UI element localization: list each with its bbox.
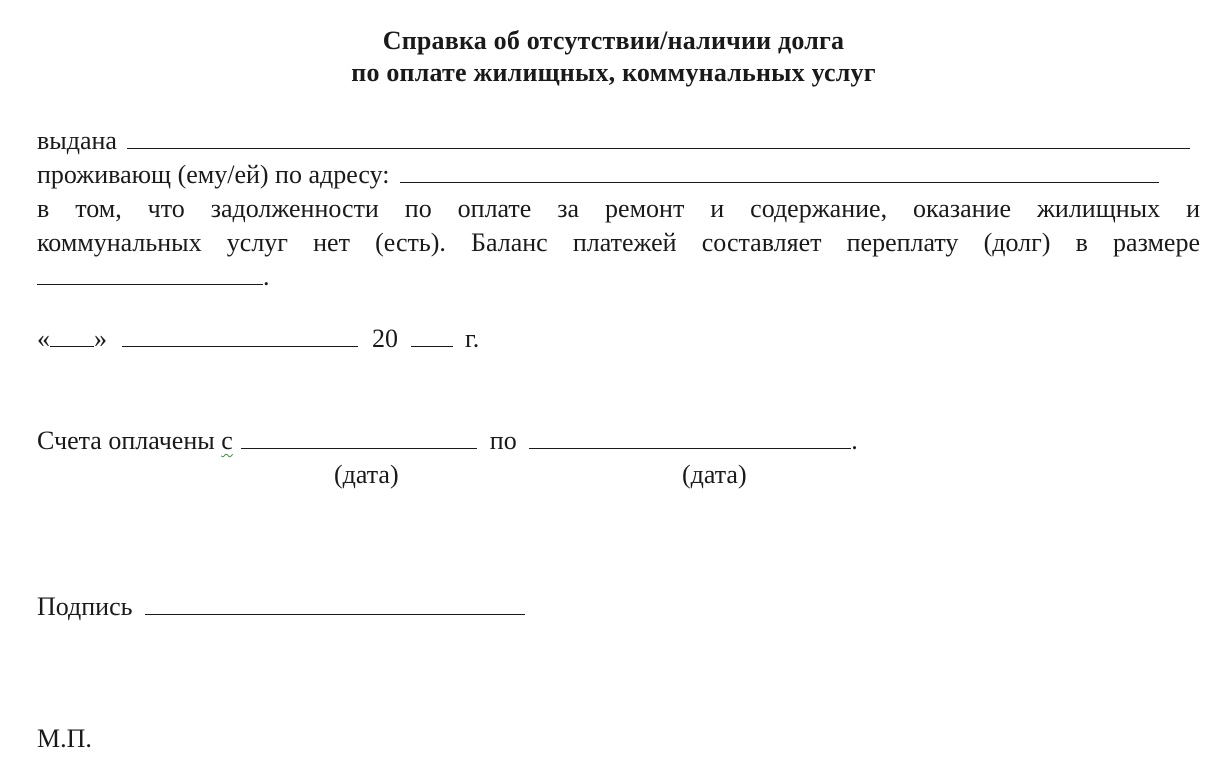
body-line-1: в том, что задолженности по оплате за ремонт и содержание, оказание жилищных и (37, 194, 1200, 223)
amount-row (37, 262, 270, 292)
year-suffix: г. (465, 324, 480, 353)
paid-to-date-field[interactable] (529, 426, 851, 449)
date-row (37, 324, 479, 354)
residing-label: проживающ (ему/ей) по адресу: (37, 160, 390, 189)
day-field[interactable] (50, 324, 94, 347)
address-field[interactable] (400, 160, 1159, 183)
paid-end-punct: . (851, 426, 858, 455)
year-field[interactable] (411, 324, 453, 347)
paid-to-word: по (489, 426, 517, 455)
residing-row (37, 160, 1159, 190)
century-text: 20 (372, 324, 398, 353)
paid-from-date-field[interactable] (241, 426, 477, 449)
open-quote: « (37, 324, 50, 353)
caption-to-date: (дата) (682, 460, 747, 489)
issued-label: выдана (37, 126, 117, 155)
document-title-line-1: Справка об отсутствии/наличии долга (382, 26, 845, 55)
amount-end-punct: . (263, 262, 270, 291)
paid-label: Счета оплачены (37, 426, 215, 455)
document-title-line-2: по оплате жилищных, коммунальных услуг (351, 58, 876, 87)
paid-row (37, 426, 858, 456)
body-line-2: коммунальных услуг нет (есть). Баланс платежей составляет переплату (долг) в размере (37, 228, 1200, 257)
issued-row (37, 126, 1190, 156)
amount-field[interactable] (37, 262, 263, 285)
close-quote: » (94, 324, 107, 353)
caption-from-date: (дата) (334, 460, 399, 489)
paid-from-word: с (221, 426, 233, 455)
signature-row (37, 592, 525, 622)
signature-field[interactable] (145, 592, 525, 615)
stamp-place-label: М.П. (37, 724, 92, 753)
issued-to-field[interactable] (127, 126, 1190, 149)
signature-label: Подпись (37, 592, 133, 621)
month-field[interactable] (122, 324, 358, 347)
